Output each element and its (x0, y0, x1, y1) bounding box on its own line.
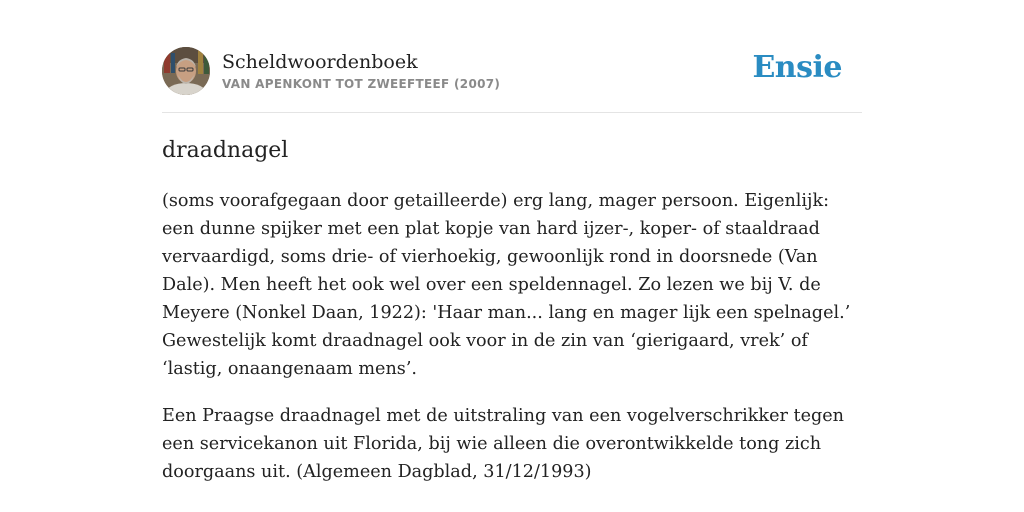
source-info (222, 50, 500, 92)
example-paragraph: Een Praagse draadnagel met de uitstraling van een vogelverschrikker tegen een servicekanon uit Florida, bij wie alleen die overontwikkelde tong zich doorgaans uit. (Algemeen Dagblad, 31/12/1993) (162, 406, 844, 482)
entry-card (162, 46, 862, 486)
source-subtitle: VAN APENKONT TOT ZWEEFTEEF (2007) (222, 77, 501, 91)
entry-title: draadnagel (162, 138, 289, 163)
author-avatar[interactable] (162, 47, 210, 95)
header-divider (162, 112, 862, 113)
ensie-logo[interactable]: Ensie (752, 50, 842, 85)
source-title[interactable]: Scheldwoordenboek (222, 51, 418, 73)
source-header (162, 46, 862, 96)
author-portrait-icon (162, 47, 210, 95)
definition-paragraph: (soms voorafgegaan door getailleerde) erg lang, mager persoon. Eigenlijk: een dunne spijker met een plat kopje van hard ijzer-, koper- of staaldraad vervaardigd, soms drie- of vierhoekig, gewoonlijk rond in doorsnede (Van Dale). Men heeft het ook wel over een speldennagel. Zo lezen we bij V. de Meyere (Nonkel Daan, 1922): 'Haar man... lang en mager lijk een spelnagel.’ Gewestelijk komt draadnagel ook voor in de zin van ‘gierigaard, vrek’ of ‘lastig, onaangenaam mens’. (162, 191, 851, 379)
